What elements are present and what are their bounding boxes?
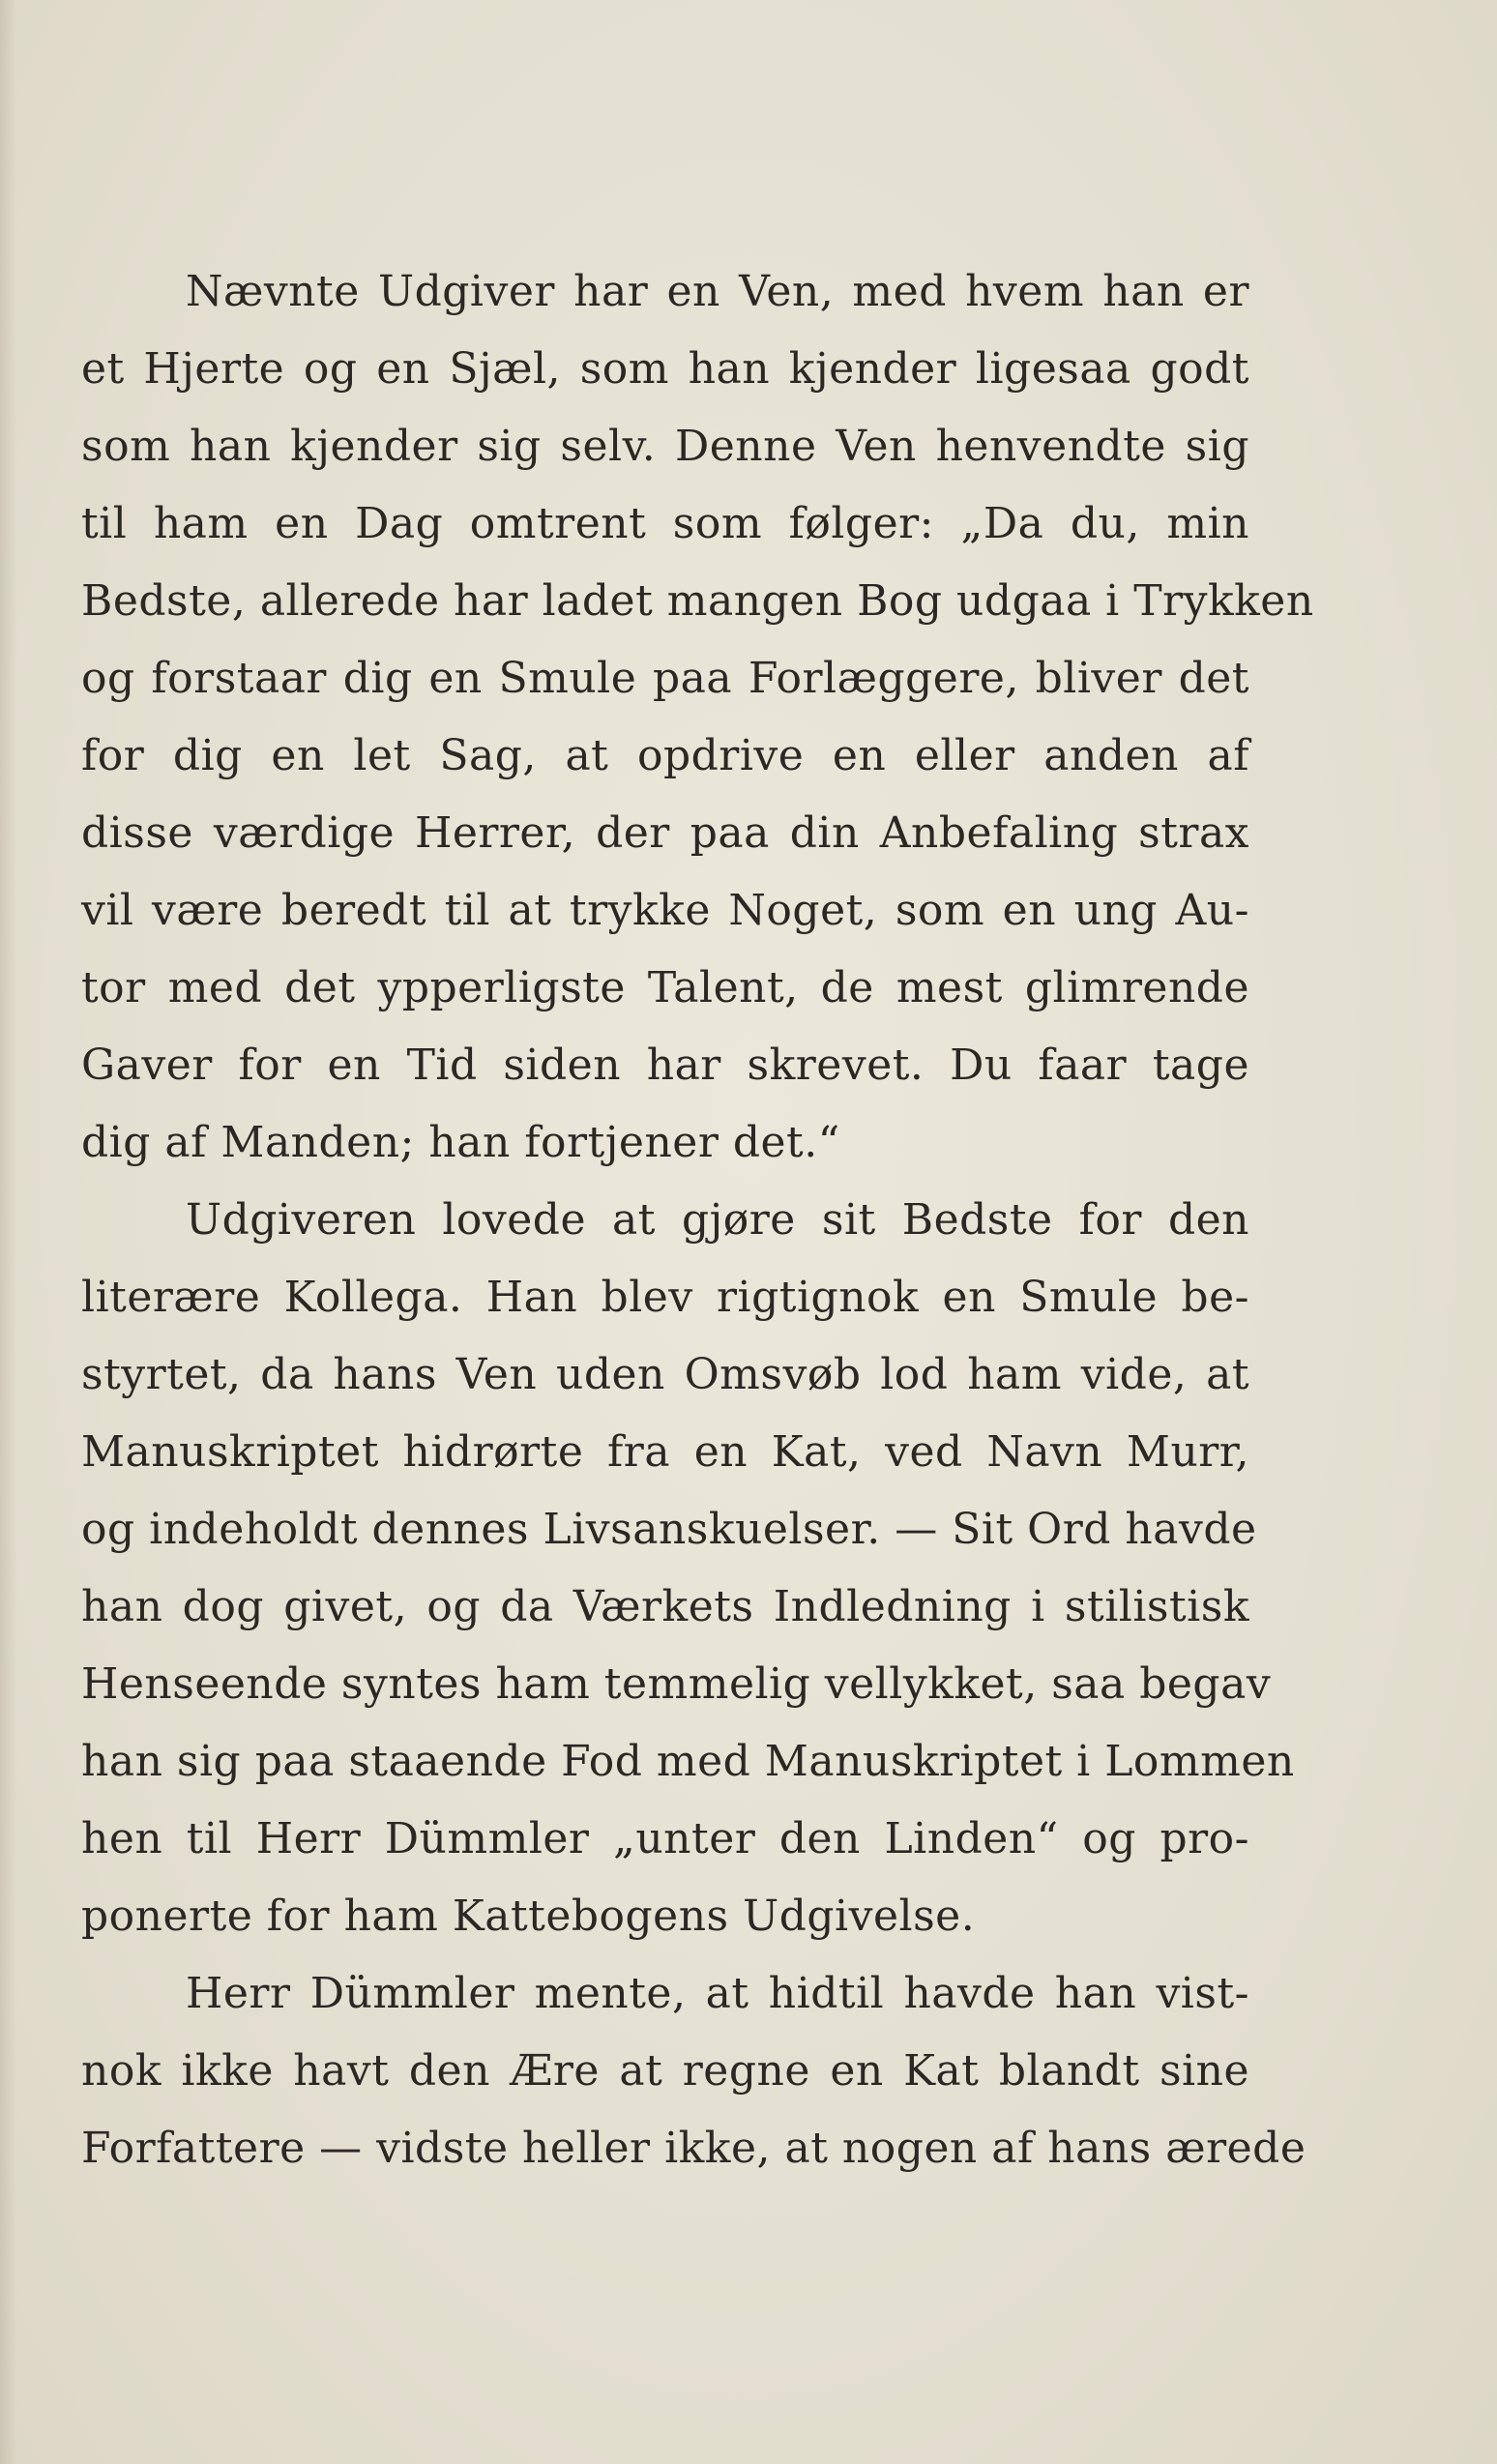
text-line: literære Kollega. Han blev rigtignok en Smule be- <box>81 1273 1249 1322</box>
text-line: Henseende syntes ham temmelig vellykket, saa begav <box>81 1659 1272 1709</box>
text-line: han dog givet, og da Værkets Indledning i stilistisk <box>81 1582 1249 1631</box>
text-line: styrtet, da hans Ven uden Omsvøb lod ham vide, at <box>81 1350 1249 1399</box>
text-line: Udgiveren lovede at gjøre sit Bedste for den <box>186 1195 1249 1245</box>
text-line: som han kjender sig selv. Denne Ven henvendte sig <box>81 422 1249 471</box>
text-line: Forfattere — vidste heller ikke, at nogen af hans ærede <box>81 2124 1306 2173</box>
text-line: vil være beredt til at trykke Noget, som en ung Au- <box>81 886 1249 935</box>
text-line: og forstaar dig en Smule paa Forlæggere, bliver det <box>81 654 1249 703</box>
text-line: Manuskriptet hidrørte fra en Kat, ved Navn Murr, <box>81 1427 1249 1477</box>
page-edge-shadow <box>0 0 17 2464</box>
text-line: han sig paa staaende Fod med Manuskriptet i Lommen <box>81 1737 1295 1786</box>
text-line: til ham en Dag omtrent som følger: „Da du, min <box>81 499 1249 548</box>
text-line: hen til Herr Dümmler „unter den Linden“ og pro- <box>81 1814 1249 1863</box>
text-line: og indeholdt dennes Livsanskuelser. — Sit Ord havde <box>81 1505 1257 1554</box>
text-line: Gaver for en Tid siden har skrevet. Du faar tage <box>81 1041 1249 1090</box>
text-line: Bedste, allerede har ladet mangen Bog udgaa i Trykken <box>81 576 1314 626</box>
text-line: et Hjerte og en Sjæl, som han kjender ligesaa godt <box>81 344 1249 394</box>
text-line: Herr Dümmler mente, at hidtil havde han vist- <box>186 1969 1249 2018</box>
text-line: nok ikke havt den Ære at regne en Kat blandt sine <box>81 2046 1249 2096</box>
text-line: Nævnte Udgiver har en Ven, med hvem han er <box>186 267 1249 316</box>
text-line: disse værdige Herrer, der paa din Anbefaling strax <box>81 808 1249 858</box>
text-line: tor med det ypperligste Talent, de mest glimrende <box>81 963 1249 1012</box>
text-line: dig af Manden; han fortjener det.“ <box>81 1118 840 1167</box>
text-line: for dig en let Sag, at opdrive en eller anden af <box>81 731 1249 780</box>
text-line: ponerte for ham Kattebogens Udgivelse. <box>81 1892 976 1941</box>
